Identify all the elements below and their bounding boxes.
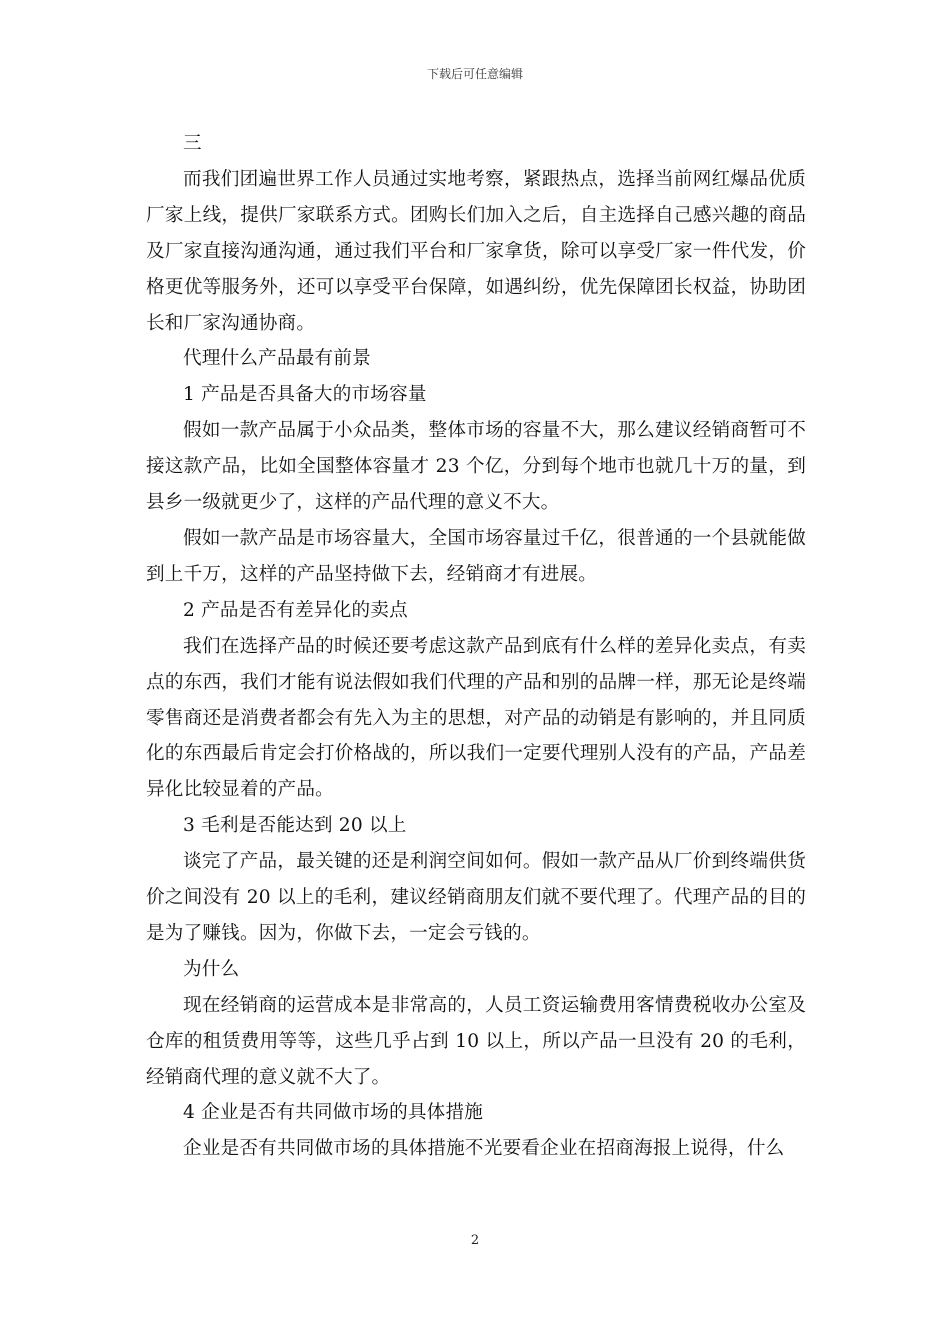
section-heading: 4 企业是否有共同做市场的具体措施 — [183, 1102, 484, 1124]
paragraph: 假如一款产品是市场容量大，全国市场容量过千亿，很普通的一个县就能做到上千万，这样的产品坚持做下去，经销商才有进展。 — [146, 527, 806, 585]
paragraph: 三 — [183, 133, 202, 154]
paragraph: 谈完了产品，最关键的还是利润空间如何。假如一款产品从厂价到终端供货价之间没有 20 以上的毛利，建议经销商朋友们就不要代理了。代理产品的目的是为了赚钱。因为，你做下去，一定会亏钱的。 — [146, 851, 806, 944]
body-text — [146, 126, 806, 1167]
paragraph: 现在经销商的运营成本是非常高的，人员工资运输费用客情费税收办公室及仓库的租赁费用等等，这些几乎占到 10 以上，所以产品一旦没有 20 的毛利，经销商代理的意义就不大了。 — [146, 994, 806, 1088]
section-heading: 3 毛利是否能达到 20 以上 — [183, 815, 407, 837]
section-heading: 2 产品是否有差异化的卖点 — [183, 599, 408, 621]
section-heading: 1 产品是否具备大的市场容量 — [183, 384, 427, 406]
section-heading: 为什么 — [183, 958, 240, 980]
page-header: 下载后可任意编辑 — [426, 67, 523, 81]
paragraph: 假如一款产品属于小众品类，整体市场的容量不大，那么建议经销商暂可不接这款产品，比如全国整体容量才 23 个亿，分到每个地市也就几十万的量，到县乡一级就更少了，这样的产品代理的意义不大。 — [146, 420, 806, 514]
paragraph: 我们在选择产品的时候还要考虑这款产品到底有什么样的差异化卖点，有卖点的东西，我们才能有说法假如我们代理的产品和别的品牌一样，那无论是终端零售商还是消费者都会有先入为主的思想，对产品的动销是有影响的，并且同质化的东西最后肯定会打价格战的，所以我们一定要代理别人没有的产品，产品差异化比较显着的产品。 — [146, 635, 806, 801]
page-number: 2 — [470, 1233, 480, 1248]
section-heading: 代理什么产品最有前景 — [183, 348, 371, 370]
paragraph: 企业是否有共同做市场的具体措施不光要看企业在招商海报上说得，什么 — [183, 1138, 785, 1160]
paragraph: 而我们团遍世界工作人员通过实地考察，紧跟热点，选择当前网红爆品优质厂家上线，提供厂家联系方式。团购长们加入之后，自主选择自己感兴趣的商品及厂家直接沟通沟通，通过我们平台和厂家拿货，除可以享受厂家一件代发，价格更优等服务外，还可以享受平台保障，如遇纠纷，优先保障团长权益，协助团长和厂家沟通协商。 — [146, 168, 806, 334]
